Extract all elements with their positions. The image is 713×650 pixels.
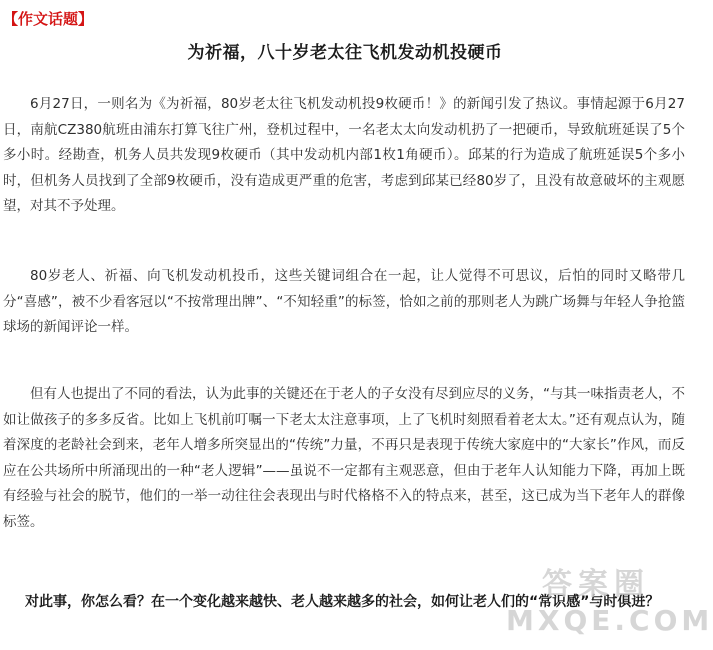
topic-tag: 【作文话题】 <box>3 10 94 28</box>
question-paragraph: 对此事，你怎么看？在一个变化越来越快、老人越来越多的社会，如何让老人们的“常识感”与时俱进？ <box>25 594 660 610</box>
paragraph-3: 但有人也提出了不同的看法，认为此事的关键还在于老人的子女没有尽到应尽的义务，“与其一味指责老人，不如让做孩子的多多反省。比如上飞机前叮嘱一下老太太注意事项，上了飞机时刻照看着老太太。”还有观点认为，随着深度的老龄社会到来，老年人增多所突显出的“传统”力量，不再只是表现于传统大家庭中的“大家长”作风，而反应在公共场所中所涌现出的一种“老人逻辑”——虽说不一定都有主观恶意，但由于老年人认知能力下降，再加上既有经验与社会的脱节，他们的一举一动往往会表现出与时代格格不入的特点来，甚至，这已成为当下老年人的群像标签。 <box>3 386 685 530</box>
watermark-bottom-text: MXQE.COM <box>506 604 713 637</box>
article-title: 为祈福，八十岁老太往飞机发动机投硬币 <box>187 43 503 63</box>
watermark-top-text: 答案圈 <box>542 567 650 602</box>
paragraph-2: 80岁老人、祈福、向飞机发动机投币，这些关键词组合在一起，让人觉得不可思议，后怕的同时又略带几分“喜感”，被不少看客冠以“不按常理出牌”、“不知轻重”的标签，恰如之前的那则老人为跳广场舞与年轻人争抢篮球场的新闻评论一样。 <box>3 268 685 335</box>
paragraph-1: 6月27日，一则名为《为祈福，80岁老太往飞机发动机投9枚硬币！》的新闻引发了热议。事情起源于6月27日，南航CZ380航班由浦东打算飞往广州，登机过程中，一名老太太向发动机扔了一把硬币，导致航班延误了5个多小时。经勘查，机务人员共发现9枚硬币（其中发动机内部1枚1角硬币）。邱某的行为造成了航班延误5个多小时，但机务人员找到了全部9枚硬币，没有造成更严重的危害，考虑到邱某已经80岁了，且没有故意破坏的主观愿望，对其不予处理。 <box>3 96 685 214</box>
